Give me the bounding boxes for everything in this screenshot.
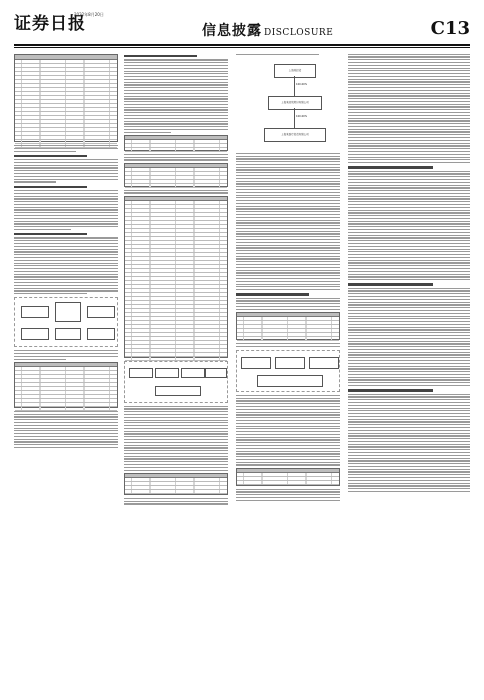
edition-info [74, 12, 104, 17]
org-box-bottom: 上海某医疗投资有限公司 [264, 128, 326, 142]
issue-date: 2022年8月20日 [74, 12, 104, 17]
org-percent-1: 100.00% [296, 82, 308, 86]
org-percent-2: 100.00% [296, 114, 308, 118]
column-3 [236, 52, 340, 690]
org-box-top: 上海某投资 [274, 64, 316, 78]
section-title-cn: 信息披露 [202, 23, 262, 39]
process-diagram [14, 297, 118, 347]
data-table [14, 54, 118, 142]
column-1 [14, 52, 118, 690]
org-box-middle: 上海某控股股份有限公司 [268, 96, 322, 110]
data-table [124, 135, 228, 151]
process-diagram [124, 361, 228, 403]
data-table [236, 312, 340, 340]
section-title-en: DISCLOSURE [264, 28, 334, 38]
process-diagram [236, 350, 340, 392]
masthead-rule-thin [14, 47, 470, 48]
data-table [124, 473, 228, 495]
data-table [124, 196, 228, 358]
ownership-chart [236, 58, 340, 150]
section-title [202, 20, 333, 40]
data-table [236, 468, 340, 486]
column-2 [124, 52, 228, 690]
data-table [124, 163, 228, 187]
column-4 [348, 52, 470, 690]
data-table [14, 362, 118, 408]
masthead [0, 0, 484, 48]
masthead-rule [14, 44, 470, 46]
newspaper-logo: 证券日报 [14, 14, 86, 34]
page-number: C13 [430, 18, 470, 39]
